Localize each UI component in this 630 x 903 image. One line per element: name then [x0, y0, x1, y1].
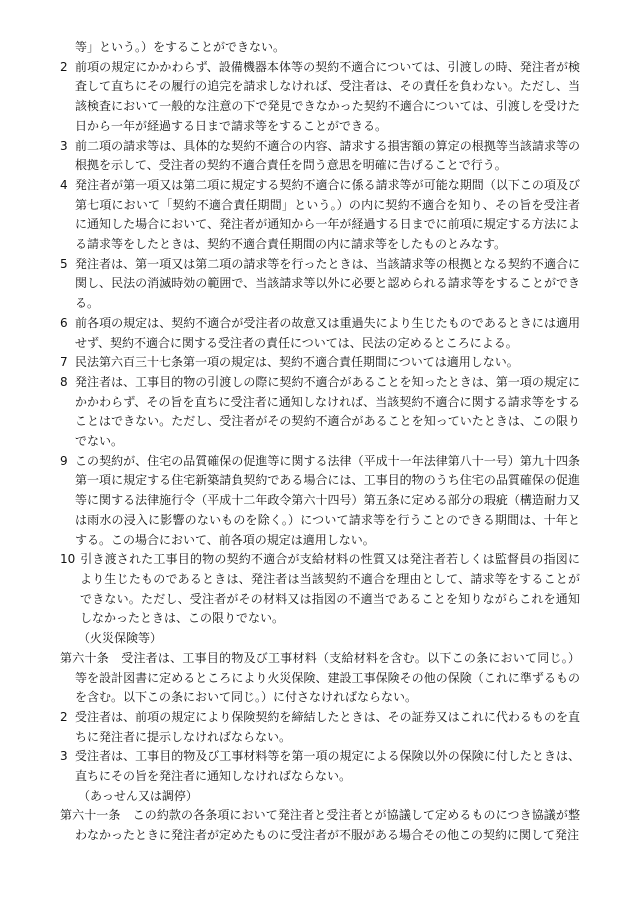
article-61-label: 第六十一条 — [60, 808, 121, 823]
article-61-main: 第六十一条 この約款の各条項において発注者と受注者とが協議して定めるものにつき協議が整わなかったときに発注者が定めたものに受注者が不服がある場合その他この契約に関して発注 — [60, 808, 580, 843]
paragraph-60-3: 3 受注者は、工事目的物及び工事材料等を第一項の規定による保険以外の保険に付したときは、直ちにその旨を発注者に通知しなければならない。 — [60, 749, 580, 784]
continuation-line: 等」という。）をすることができない。 — [75, 40, 286, 54]
document-body — [60, 38, 580, 846]
article-60-label: 第六十条 — [60, 650, 109, 665]
article-60-main: 第六十条 受注者は、工事目的物及び工事材料（支給材料を含む。以下この条において同じ。）等を設計図書に定めるところにより火災保険、建設工事保険その他の保険（これに準ずるものを含む。以下この条において同じ。）に付さなければならない。 — [60, 650, 580, 705]
article-60 — [60, 629, 580, 787]
paragraph-60-2: 2 受注者は、前項の規定により保険契約を締結したときは、その証券又はこれに代わるものを直ちに発注者に提示しなければならない。 — [60, 709, 580, 744]
article-61-heading: （あっせん又は調停） — [78, 788, 198, 803]
paragraph-59-2: 2 前項の規定にかかわらず、設備機器本体等の契約不適合については、引渡しの時、発注者が検査して直ちにその履行の追完を請求しなければ、受注者は、その責任を負わない。ただし、当該検査において一般的な注意の下で発見できなかった契約不適合については、引渡しを受けた日から一年が経過する日まで請求等をすることができる。 — [60, 59, 580, 133]
paragraph-59-5: 5 発注者は、第一項又は第二項の請求等を行ったときは、当該請求等の根拠となる契約不適合に関し、民法の消滅時効の範囲で、当該請求等以外に必要と認められる請求等をすることができる。 — [60, 256, 580, 311]
paragraph-59-9: 9 この契約が、住宅の品質確保の促進等に関する法律（平成十一年法律第八十一号）第九十四条第一項に規定する住宅新築請負契約である場合には、工事目的物のうち住宅の品質確保の促進等に関する法律施行令（平成十二年政令第六十四号）第五条に定める部分の瑕疵（構造耐力又は雨水の浸入に影響のないものを除く。）について請求等を行うことのできる期間は、十年とする。この場合において、前各項の規定は適用しない。 — [60, 453, 580, 547]
article-61 — [60, 787, 580, 846]
paragraph-59-6: 6 前各項の規定は、契約不適合が受注者の故意又は重過失により生じたものであるときには適用せず、契約不適合に関する受注者の責任については、民法の定めるところによる。 — [60, 315, 580, 350]
paragraph-59-8: 8 発注者は、工事目的物の引渡しの際に契約不適合があることを知ったときは、第一項の規定にかかわらず、その旨を直ちに受注者に通知しなければ、当該契約不適合に関する請求等をすることはできない。ただし、受注者がその契約不適合があることを知っていたときは、この限りでない。 — [60, 374, 580, 449]
paragraph-59-7: 7 民法第六百三十七条第一項の規定は、契約不適合責任期間については適用しない。 — [60, 355, 519, 370]
paragraph-59-4: 4 発注者が第一項又は第二項に規定する契約不適合に係る請求等が可能な期間（以下この項及び第七項において「契約不適合責任期間」という。）の内に契約不適合を知り、その旨を受注者に通知した場合において、発注者が通知から一年が経過する日までに前項に規定する方法による請求等をしたときは、契約不適合責任期間の内に請求等をしたものとみなす。 — [60, 177, 580, 252]
article-60-heading: （火災保険等） — [78, 631, 163, 646]
paragraph-59-10: 10 引き渡された工事目的物の契約不適合が支給材料の性質又は発注者若しくは監督員の指図により生じたものであるときは、発注者は当該契約不適合を理由として、請求等をすることができない。ただし、受注者がその材料又は指図の不適当であることを知りながらこれを通知しなかったときは、この限りでない。 — [60, 552, 580, 626]
paragraph-59-3: 3 前二項の請求等は、具体的な契約不適合の内容、請求する損害額の算定の根拠等当該請求等の根拠を示して、受注者の契約不適合責任を問う意思を明確に告げることで行う。 — [60, 138, 580, 173]
article-59-paragraphs — [60, 58, 580, 629]
